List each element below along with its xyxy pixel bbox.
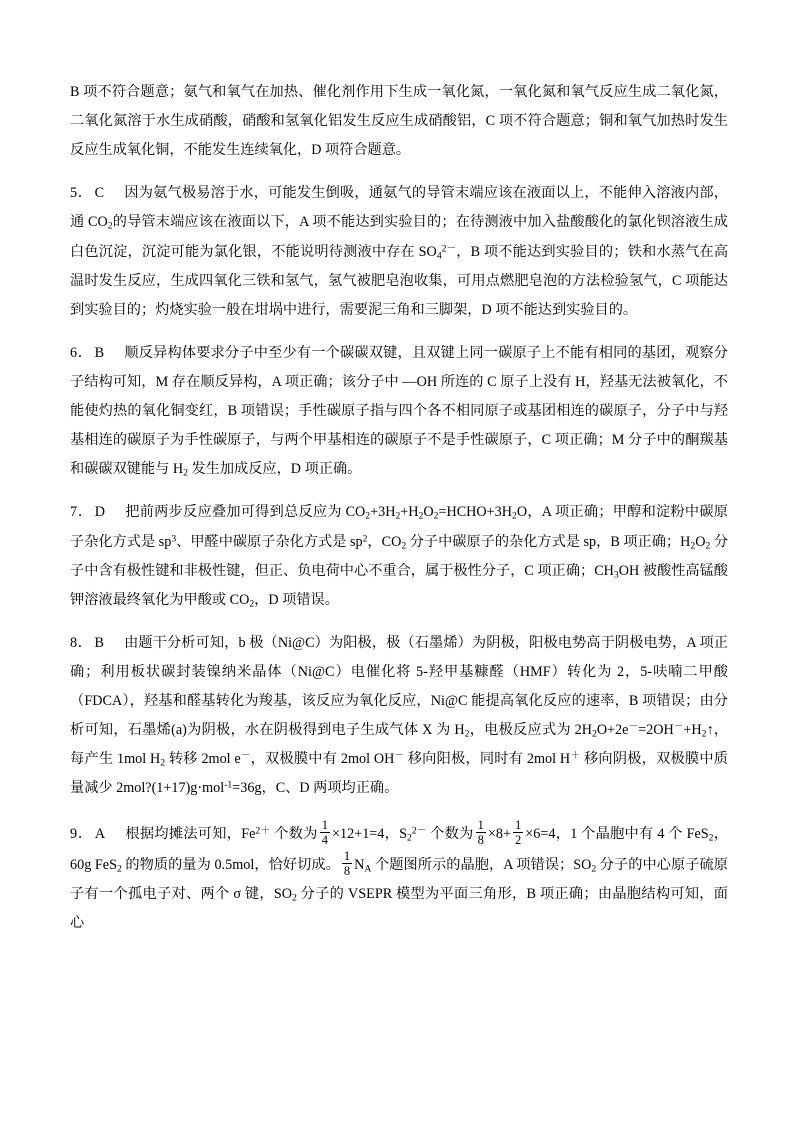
text-run: ×6=4，1 个晶胞中有 4 个 FeS <box>525 825 709 842</box>
text-run: ，D 项错误。 <box>254 591 339 608</box>
superscript: ＋ <box>570 750 581 762</box>
text-run: 发生加成反应，D 项正确。 <box>187 461 362 478</box>
text-run: ，CO <box>367 533 402 550</box>
fraction-numerator: 1 <box>514 817 522 832</box>
text-run: 个题图所示的晶胞，A 项错误；SO <box>371 856 592 873</box>
answer-paragraph <box>70 179 728 325</box>
subscript: 2 <box>160 758 166 769</box>
text-run: ↑，每产生 1mol H <box>70 722 728 768</box>
subscript: 2 <box>183 468 188 480</box>
text-run: =HCHO+3H <box>438 504 512 521</box>
continuation-paragraph <box>70 78 728 165</box>
text-run: 的导管末端应该在液面以下，A 项不能达到实验目的；在待测液中加入盐酸酸化的氯化钡溶液生成白色沉淀，沉淀可能为氯化银，不能说明待测液中存在 SO <box>70 214 728 260</box>
text-run: ，B 项不能达到实验目的；铁和水蒸气在高温时发生反应，生成四氧化三铁和氢气，氢气被肥皂泡收集，可用点燃肥皂泡的方法检验氢气，C 项能达到实验目的；灼烧实验一般在坩埚中进行，需要泥三角和三脚架，D 项不能达到实验目的。 <box>70 243 729 318</box>
text-run: +H <box>683 722 702 739</box>
superscript: － <box>673 721 684 733</box>
subscript: 2 <box>591 863 597 875</box>
text-run: O，A 项正确；甲醇和淀粉中碳原子杂化方式是 sp <box>70 504 728 550</box>
subscript: 2 <box>365 511 371 523</box>
answer-paragraph <box>70 629 728 804</box>
text-run: +3H <box>370 504 396 521</box>
text-run: 的物质的量为 0.5mol，恰好切成。 <box>121 856 340 873</box>
text-run: 分子的中心原子硫原子有一个孤电子对、两个 σ 键，SO <box>70 856 728 902</box>
fraction-numerator: 1 <box>477 817 484 832</box>
subscript: 4 <box>436 250 442 262</box>
text-run: ×8+ <box>487 825 511 842</box>
subscript: A <box>364 863 372 875</box>
answer-letter: B <box>94 634 104 651</box>
text-run: ×12+1=4，S <box>332 825 408 842</box>
subscript: 2 <box>291 892 297 904</box>
superscript: 2 <box>362 532 368 544</box>
subscript: 2 <box>401 540 407 552</box>
question-number: 6． <box>70 344 93 361</box>
subscript: 2 <box>708 832 714 844</box>
text-run: 分子中碳原子的杂化方式是 sp，B 项正确；H <box>406 533 691 550</box>
answer-explanations-body <box>70 78 728 938</box>
fraction-numerator: 1 <box>343 848 351 863</box>
fraction-numerator: 1 <box>321 817 328 832</box>
text-run: ，60g FeS <box>70 825 728 873</box>
superscript: 3 <box>171 532 177 544</box>
text-run: 、甲醛中碳原子杂化方式是 sp <box>176 533 363 550</box>
fraction <box>513 818 523 847</box>
subscript: 3 <box>613 569 619 581</box>
subscript: 2 <box>690 540 696 552</box>
superscript: 2－ <box>411 824 427 836</box>
text-run: 因为氨气极易溶于水，可能发生倒吸，通氨气的导管末端应该在液面以上，不能伸入溶液内部，通 CO <box>70 185 728 231</box>
subscript: 2 <box>512 511 517 523</box>
fraction-denominator: 8 <box>343 863 351 878</box>
subscript: 2 <box>407 832 412 844</box>
answer-letter: C <box>94 185 105 202</box>
fraction-denominator: 8 <box>477 832 484 847</box>
answer-letter: B <box>94 344 105 361</box>
answer-letter: A <box>94 825 106 842</box>
text-run: 顺反异构体要求分子中至少有一个碳碳双键，且双键上同一碳原子上不能有相同的基团，观察分子结构可知，M 存在顺反异构，A 项正确；该分子中 —OH 所连的 C 原子上没有 H，羟基无法被氧化，不能使灼热的氧化铜变红，B 项错误；手性碳原子指与四个各不相同原子或基团相连的碳原子，分子中与羟基相连的碳原子为手性碳原子，与两个甲基相连的碳原子不是手性碳原子，C 项正确；M 分子中的酮羰基和碳碳双键能与 H <box>70 344 728 478</box>
fraction <box>342 849 352 878</box>
sub-superscript-pair <box>407 826 426 842</box>
text-run: 把前两步反应叠加可得到总反应为 CO <box>125 504 366 521</box>
text-run: O+2e <box>596 722 629 739</box>
superscript: － <box>394 750 404 762</box>
subscript: 2 <box>116 863 122 875</box>
text-run: 分子的 VSEPR 模型为平面三角形，B 项正确；由晶胞结构可知，面心 <box>70 885 728 931</box>
fraction <box>320 818 330 847</box>
text-run: ，双极膜中有 2mol OH <box>250 751 395 768</box>
text-run: =2OH <box>638 722 674 739</box>
fraction-denominator: 4 <box>321 832 328 847</box>
text-run: 移向阴极，双极膜中质量减少 2mol?(1+17)g·mol <box>70 751 728 797</box>
text-run: =36g，C、D 两项均正确。 <box>232 780 399 797</box>
subscript: 2 <box>591 728 597 740</box>
superscript: － <box>628 721 639 733</box>
subscript: 2 <box>249 598 255 610</box>
text-run: 移向阳极，同时有 2mol H <box>403 751 571 768</box>
answer-paragraph <box>70 498 728 614</box>
text-run: 个数为 <box>426 825 474 842</box>
subscript: 2 <box>395 511 401 523</box>
text-run: N <box>354 856 365 873</box>
subscript: 2 <box>107 221 113 233</box>
question-number: 9． <box>70 825 93 842</box>
superscript: -1 <box>224 779 233 791</box>
text-run: O <box>423 504 434 521</box>
answer-letter: D <box>94 504 106 521</box>
fraction <box>476 818 486 847</box>
question-number: 8． <box>70 634 93 651</box>
text-run: 转移 2mol e <box>165 751 241 768</box>
text-run: 根据均摊法可知，Fe <box>125 825 256 842</box>
text-run: 分子中含有极性键和非极性键，但正、负电荷中心不重合，属于极性分子，C 项正确；CH <box>70 533 729 579</box>
text-run: 由题干分析可知，b 极（Ni@C）为阳极，极（石墨烯）为阴极，阳极电势高于阴极电势，A 项正确；利用板状碳封装镍纳米晶体（Ni@C）电催化将 5-羟甲基糠醛（HMF）转化为 2，5-呋喃二甲酸（FDCA），羟基和醛基转化为羧基，该反应为氧化反应，Ni@C 能提高氧化反应的速率，B 项错误；由分析可知，石墨烯(a)为阴极，水在阴极得到电子生成气体 X 为 H <box>70 634 728 739</box>
question-number: 7． <box>70 504 93 521</box>
sub-superscript-pair <box>437 244 456 260</box>
text-run: +H <box>400 504 419 521</box>
answer-paragraph <box>70 339 728 485</box>
text-run: ，电极反应式为 2H <box>469 722 592 739</box>
text-run: O <box>695 533 706 550</box>
text-run: B 项不符合题意；氨气和氧气在加热、催化剂作用下生成一氧化氮，一氧化氮和氧气反应生成二氧化氮，二氧化氮溶于水生成硝酸，硝酸和氢氧化铝发生反应生成硝酸铝，C 项不符合题意；铜和氧气加热时发生反应生成氧化铜，不能发生连续氧化，D 项符合题意。 <box>70 84 728 159</box>
subscript: 2 <box>464 728 470 740</box>
subscript: 2 <box>418 511 424 523</box>
superscript: 2＋ <box>255 824 271 836</box>
question-number: 5． <box>70 185 93 202</box>
superscript: － <box>240 750 251 762</box>
text-run: 个数为 <box>270 825 318 842</box>
subscript: 2 <box>701 728 707 740</box>
text-run: OH 被酸性高锰酸钾溶液最终氧化为甲酸或 CO <box>70 562 728 608</box>
subscript: 2 <box>705 540 711 552</box>
fraction-denominator: 2 <box>514 832 522 847</box>
answer-paragraph <box>70 818 728 938</box>
subscript: 2 <box>433 511 439 523</box>
superscript: 2－ <box>441 242 457 254</box>
